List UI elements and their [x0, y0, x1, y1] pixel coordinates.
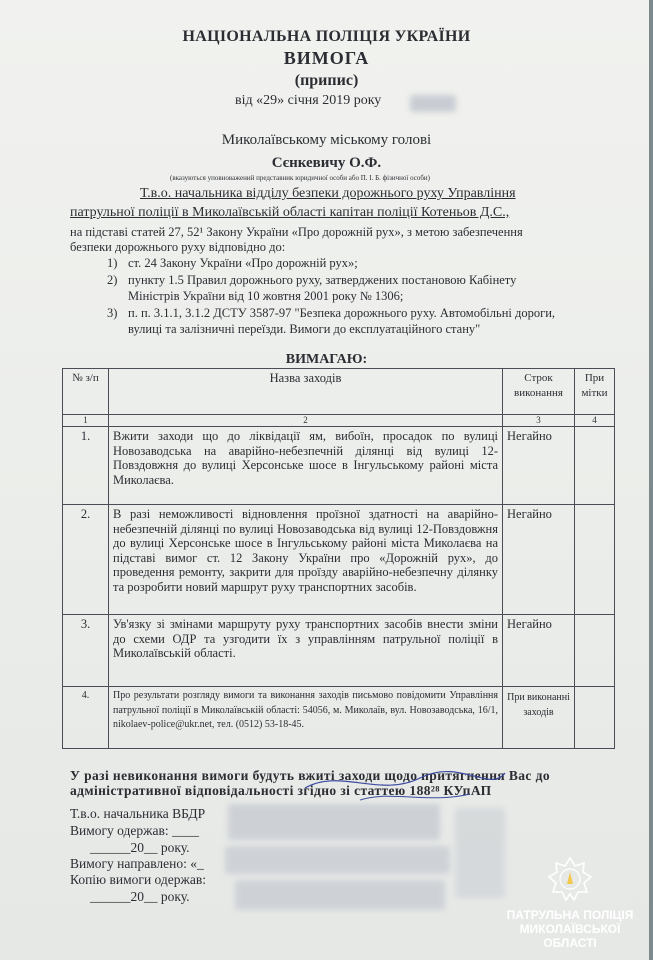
- police-star-icon: [547, 856, 593, 902]
- row-measure: Ув'язку зі змінами маршруту руху транспортних засобів внести зміни до схеми ОДР та узгодити їх з управлінням патрульної поліції в Миколаївській області.: [109, 615, 503, 687]
- table-row: [63, 687, 615, 749]
- signer-position: Т.в.о. начальника ВБДР: [70, 806, 206, 821]
- row-term: Негайно: [503, 427, 575, 505]
- warning-line-2: адміністративної відповідальності згідно зі статтею 188²⁸ КУпАП: [70, 783, 492, 798]
- watermark-line-1: ПАТРУЛЬНА ПОЛІЦІЯ: [506, 908, 634, 922]
- header-notes: При мітки: [575, 369, 615, 415]
- redacted-block: [228, 804, 440, 840]
- header-measures: Назва заходів: [109, 369, 503, 415]
- demand-title: ВИМАГАЮ:: [285, 352, 368, 367]
- redacted-block: [235, 880, 445, 910]
- col-num-2: 2: [109, 415, 503, 427]
- basis-item-3-text-2: вулиці та залізничні переїзди. Вимоги до експлуатаційного стану": [128, 322, 481, 336]
- table-row: [63, 615, 615, 687]
- row-measure: В разі неможливості відновлення проїзної здатності на аварійно-небезпечній ділянці по вулиці Новозаводська від вулиці 12-Повздовжня до вулиці Херсонське шосе в Інгульському районі міста Миколаєва на підставі вимог ст. 12 Закону України про «Дорожній рух», до проведення ремонту, закрити для проїзду аварійно-небезпечну ділянку та розробити новий маршрут руху транспортних засобів.: [109, 505, 503, 615]
- document-type: ВИМОГА: [283, 48, 370, 68]
- row-number: 3.: [63, 615, 109, 687]
- table-column-numbers: [63, 415, 615, 427]
- copy-received-by: Копію вимоги одержав:: [70, 872, 206, 887]
- organization-title: НАЦІОНАЛЬНА ПОЛІЦІЯ УКРАЇНИ: [182, 28, 471, 45]
- warning-line-1: У разі невиконання вимоги будуть вжиті заходи щодо притягнення Вас до: [70, 768, 550, 783]
- issuer-line-1: Т.в.о. начальника відділу безпеки дорожнього руху Управління: [140, 186, 516, 201]
- signature-scribble: [300, 768, 510, 808]
- basis-item-3-num: 3): [107, 306, 118, 320]
- col-num-4: 4: [575, 415, 615, 427]
- received-date: ______20__ року.: [90, 840, 190, 855]
- received-by: Вимогу одержав: ____: [70, 823, 199, 838]
- basis-line-2: безпеки дорожнього руху відповідно до:: [70, 240, 286, 254]
- row-measure: Вжити заходи що до ліквідації ям, вибоїн, просадок по вулиці Новозаводська на аварійно-небезпечній ділянці від вулиці 12-Повздовжня до вулиці Херсонське шосе в Інгульському районі міста Миколаєва.: [109, 427, 503, 505]
- row-note: [575, 505, 615, 615]
- row-note: [575, 615, 615, 687]
- addressee-title: Миколаївському міському голові: [221, 132, 432, 148]
- row-measure: Про результати розгляду вимоги та виконання заходів письмово повідомити Управління патрульної поліції в Миколаївській області: 54056, м. Миколаїв, вул. Новозаводська, 16/1, nikolaev-police@ukr.net, тел. (0512) 53-18-45.: [109, 687, 503, 749]
- row-term: Негайно: [503, 615, 575, 687]
- addressee-name: Сєнкевичу О.Ф.: [271, 155, 382, 171]
- col-num-1: 1: [63, 415, 109, 427]
- copy-received-date: ______20__ року.: [90, 889, 190, 904]
- addressee-hint: (вказуються уповноважений представник юридичної особи або П. І. Б. фізичної особи): [170, 174, 430, 182]
- police-watermark: [495, 856, 645, 950]
- header-term: Строк виконання: [503, 369, 575, 415]
- basis-item-3-text-1: п. п. 3.1.1, 3.1.2 ДСТУ 3587-97 "Безпека дорожнього руху. Автомобільні дороги,: [128, 306, 556, 320]
- redacted-block: [225, 846, 450, 874]
- basis-item-2-num: 2): [107, 273, 118, 287]
- redacted-number: [410, 95, 456, 112]
- basis-item-2-text-2: Міністрів України від 10 жовтня 2001 року № 1306;: [128, 289, 404, 303]
- row-number: 1.: [63, 427, 109, 505]
- basis-line-1: на підставі статей 27, 52¹ Закону України «Про дорожній рух», з метою забезпечення: [70, 225, 523, 239]
- row-note: [575, 687, 615, 749]
- document-subtype: (припис): [294, 72, 359, 89]
- col-num-3: 3: [503, 415, 575, 427]
- row-number: 2.: [63, 505, 109, 615]
- row-number: 4.: [63, 687, 109, 749]
- issuer-line-2: патрульної поліції в Миколаївській області капітан поліції Котеньов Д.С.,: [70, 205, 510, 220]
- watermark-line-2: МИКОЛАЇВСЬКОЇ ОБЛАСТІ: [519, 922, 621, 950]
- row-term: При виконанні заходів: [503, 687, 575, 749]
- table-header-row: [63, 369, 615, 415]
- row-note: [575, 427, 615, 505]
- table-row: [63, 505, 615, 615]
- header-number: № з/п: [63, 369, 109, 415]
- page-edge: [649, 0, 653, 960]
- table-row: [63, 427, 615, 505]
- measures-table: [62, 368, 615, 749]
- basis-item-2-text-1: пункту 1.5 Правил дорожнього руху, затверджених постановою Кабінету: [128, 273, 517, 287]
- document-date: від «29» січня 2019 року: [235, 93, 382, 108]
- row-term: Негайно: [503, 505, 575, 615]
- basis-item-1-text: ст. 24 Закону України «Про дорожній рух»;: [128, 256, 358, 270]
- basis-item-1-num: 1): [107, 256, 118, 270]
- sent-to: Вимогу направлено: «_: [70, 856, 204, 871]
